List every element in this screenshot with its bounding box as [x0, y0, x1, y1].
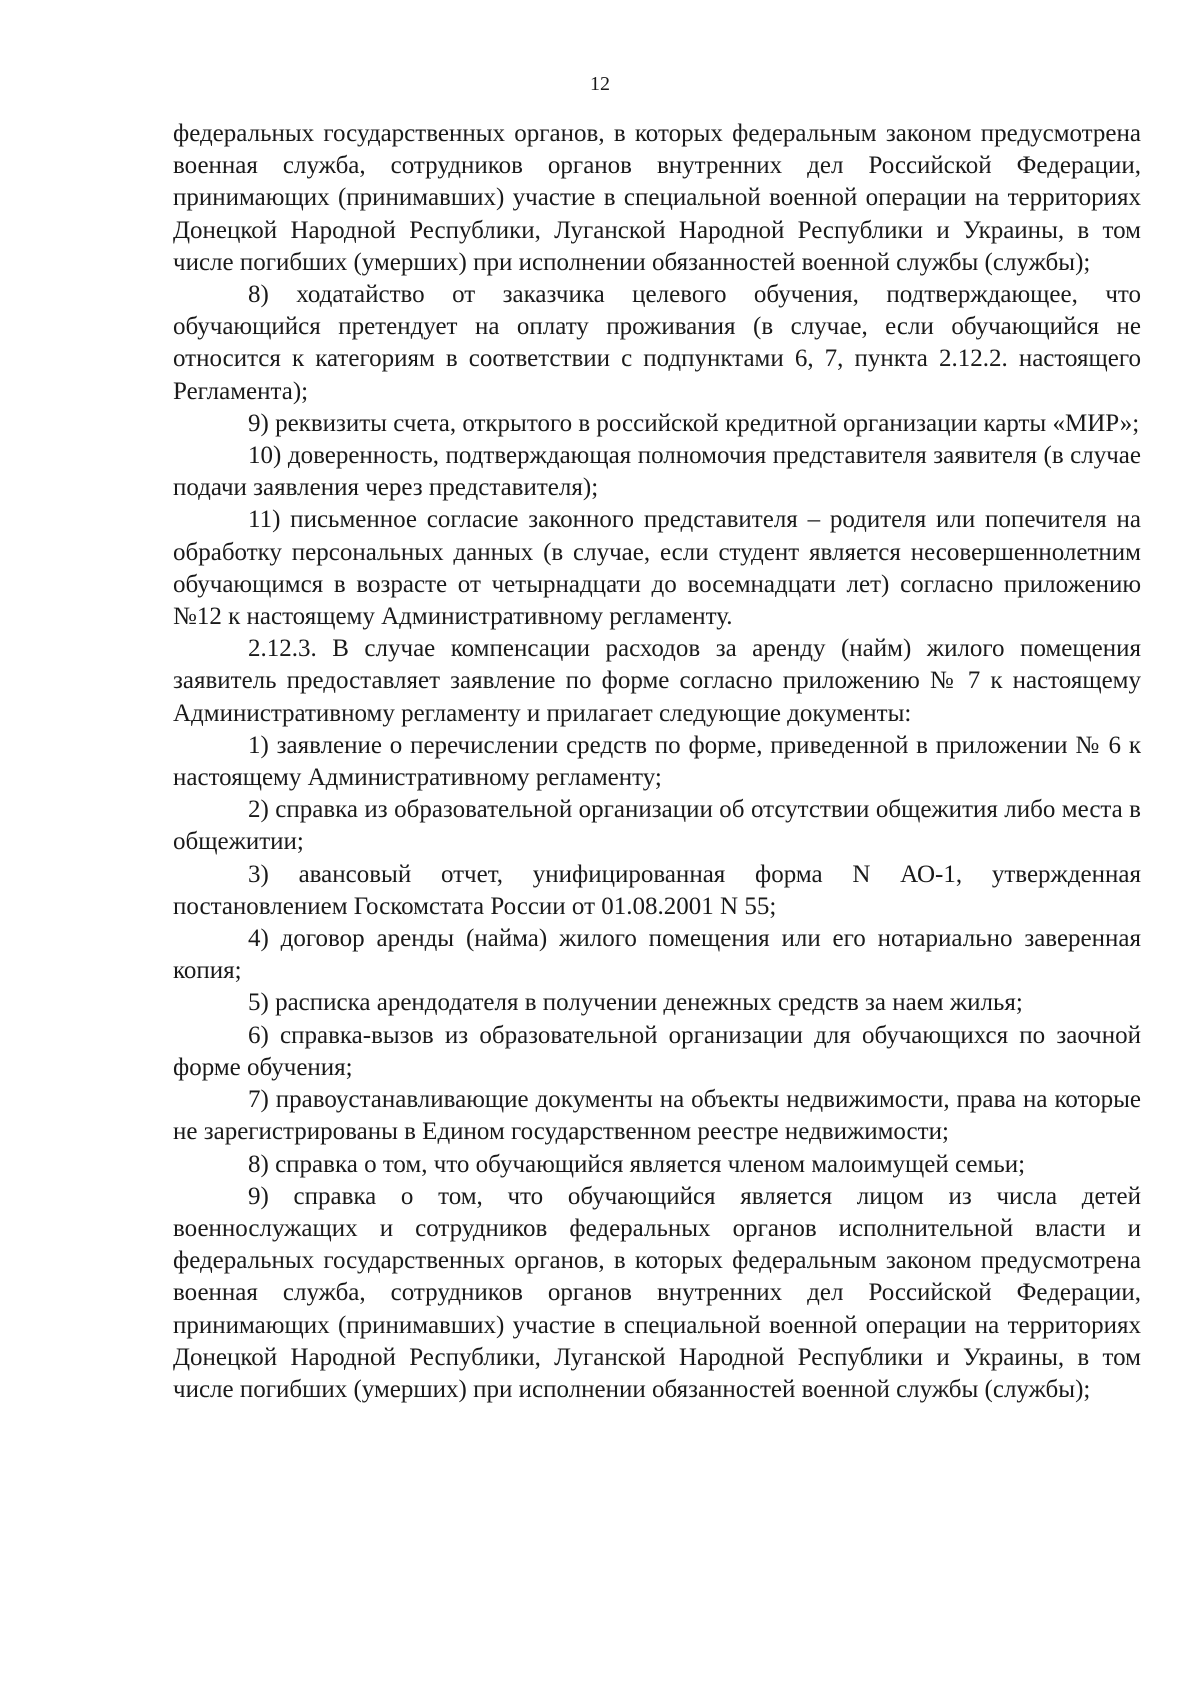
paragraph: 4) договор аренды (найма) жилого помещения или его нотариально заверенная копия;	[173, 925, 1141, 985]
page-number: 12	[590, 73, 610, 95]
paragraph: 5) расписка арендодателя в получении денежных средств за наем жилья;	[248, 989, 1023, 1017]
paragraph: 2) справка из образовательной организации об отсутствии общежития либо места в общежитии;	[173, 796, 1141, 856]
paragraph: 8) ходатайство от заказчика целевого обучения, подтверждающее, что обучающийся претендует на оплату проживания (в случае, если обучающийся не относится к категориям в соответствии с подпунктами 6, 7, пункта 2.12.2. настоящего Регламента);	[173, 281, 1141, 405]
paragraph: 9) справка о том, что обучающийся является лицом из числа детей военнослужащих и сотрудников федеральных органов исполнительной власти и федеральных государственных органов, в которых федеральным законом предусмотрена военная служба, сотрудников органов внутренних дел Российской Федерации, принимающих (принимавших) участие в специальной военной операции на территориях Донецкой Народной Республики, Луганской Народной Республики и Украины, в том числе погибших (умерших) при исполнении обязанностей военной службы (службы);	[173, 1182, 1141, 1403]
paragraph: 11) письменное согласие законного представителя – родителя или попечителя на обработку персональных данных (в случае, если студент является несовершеннолетним обучающимся в возрасте от четырнадцати до восемнадцати лет) согласно приложению №12 к настоящему Административному регламенту.	[173, 506, 1141, 631]
paragraph: 1) заявление о перечислении средств по форме, приведенной в приложении № 6 к настоящему Административному регламенту;	[173, 731, 1141, 792]
document-body	[173, 118, 1141, 1406]
paragraph: федеральных государственных органов, в которых федеральным законом предусмотрена военная служба, сотрудников органов внутренних дел Российской Федерации, принимающих (принимавших) участие в специальной военной операции на территориях Донецкой Народной Республики, Луганской Народной Республики и Украины, в том числе погибших (умерших) при исполнении обязанностей военной службы (службы);	[173, 120, 1141, 276]
paragraph: 3) авансовый отчет, унифицированная форма N АО-1, утвержденная постановлением Госкомстата России от 01.08.2001 N 55;	[173, 860, 1141, 920]
paragraph: 9) реквизиты счета, открытого в российской кредитной организации карты «МИР»;	[248, 409, 1140, 437]
paragraph: 2.12.3. В случае компенсации расходов за аренду (найм) жилого помещения заявитель предоставляет заявление по форме согласно приложению № 7 к настоящему Административному регламенту и прилагает следующие документы:	[173, 635, 1141, 727]
paragraph: 8) справка о том, что обучающийся является членом малоимущей семьи;	[248, 1150, 1026, 1178]
paragraph: 10) доверенность, подтверждающая полномочия представителя заявителя (в случае подачи заявления через представителя);	[173, 442, 1141, 502]
paragraph: 6) справка-вызов из образовательной организации для обучающихся по заочной форме обучения;	[173, 1021, 1141, 1081]
paragraph: 7) правоустанавливающие документы на объекты недвижимости, права на которые не зарегистрированы в Едином государственном реестре недвижимости;	[173, 1086, 1141, 1146]
